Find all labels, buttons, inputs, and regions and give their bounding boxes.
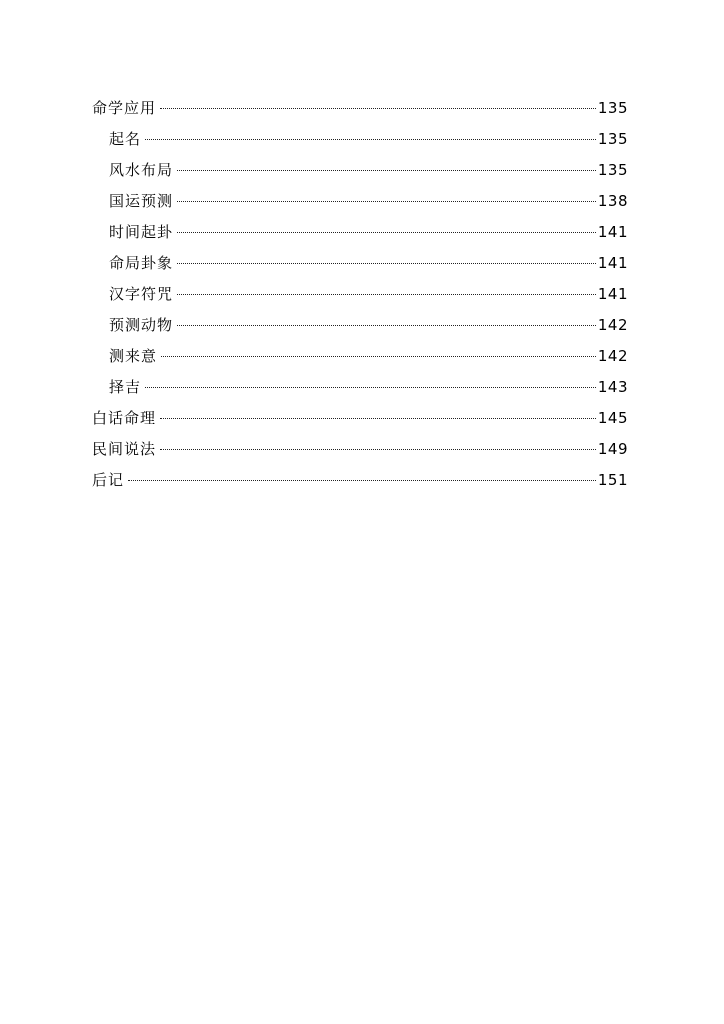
toc-entry-page: 135: [597, 130, 628, 148]
toc-entry[interactable]: [92, 217, 628, 248]
toc-dot-leader: [177, 201, 596, 202]
toc-entry[interactable]: [92, 124, 628, 155]
toc-entry-page: 145: [597, 409, 628, 427]
toc-entry-title: 民间说法: [92, 440, 157, 458]
toc-entry[interactable]: [92, 248, 628, 279]
toc-entry-title: 命局卦象: [109, 254, 174, 272]
toc-dot-leader: [160, 449, 596, 450]
toc-entry-page: 142: [597, 347, 628, 365]
toc-entry-title: 时间起卦: [109, 223, 174, 241]
toc-entry[interactable]: [92, 403, 628, 434]
toc-entry[interactable]: [92, 155, 628, 186]
toc-dot-leader: [128, 480, 596, 481]
toc-entry-title: 国运预测: [109, 192, 174, 210]
toc-entry-title: 起名: [109, 130, 142, 148]
toc-entry-page: 135: [597, 99, 628, 117]
toc-entry-page: 138: [597, 192, 628, 210]
toc-entry-page: 151: [597, 471, 628, 489]
toc-dot-leader: [161, 356, 596, 357]
toc-entry-page: 141: [597, 223, 628, 241]
table-of-contents: [92, 93, 628, 496]
toc-dot-leader: [145, 387, 596, 388]
toc-entry-page: 149: [597, 440, 628, 458]
toc-dot-leader: [177, 294, 596, 295]
toc-entry-page: 141: [597, 285, 628, 303]
toc-dot-leader: [177, 170, 596, 171]
toc-dot-leader: [177, 325, 596, 326]
toc-entry-title: 后记: [92, 471, 125, 489]
toc-entry[interactable]: [92, 279, 628, 310]
toc-entry-title: 汉字符咒: [109, 285, 174, 303]
toc-entry[interactable]: [92, 372, 628, 403]
toc-entry-title: 预测动物: [109, 316, 174, 334]
toc-entry[interactable]: [92, 93, 628, 124]
toc-dot-leader: [177, 232, 596, 233]
toc-entry-page: 143: [597, 378, 628, 396]
toc-entry-title: 测来意: [109, 347, 158, 365]
toc-entry-title: 白话命理: [92, 409, 157, 427]
toc-entry-title: 择吉: [109, 378, 142, 396]
toc-entry[interactable]: [92, 186, 628, 217]
toc-entry-page: 142: [597, 316, 628, 334]
toc-entry[interactable]: [92, 434, 628, 465]
toc-entry-title: 命学应用: [92, 99, 157, 117]
toc-entry[interactable]: [92, 341, 628, 372]
toc-entry[interactable]: [92, 465, 628, 496]
toc-entry[interactable]: [92, 310, 628, 341]
toc-dot-leader: [145, 139, 596, 140]
toc-dot-leader: [177, 263, 596, 264]
toc-entry-page: 141: [597, 254, 628, 272]
toc-entry-title: 风水布局: [109, 161, 174, 179]
toc-dot-leader: [160, 108, 596, 109]
toc-dot-leader: [160, 418, 596, 419]
toc-entry-page: 135: [597, 161, 628, 179]
